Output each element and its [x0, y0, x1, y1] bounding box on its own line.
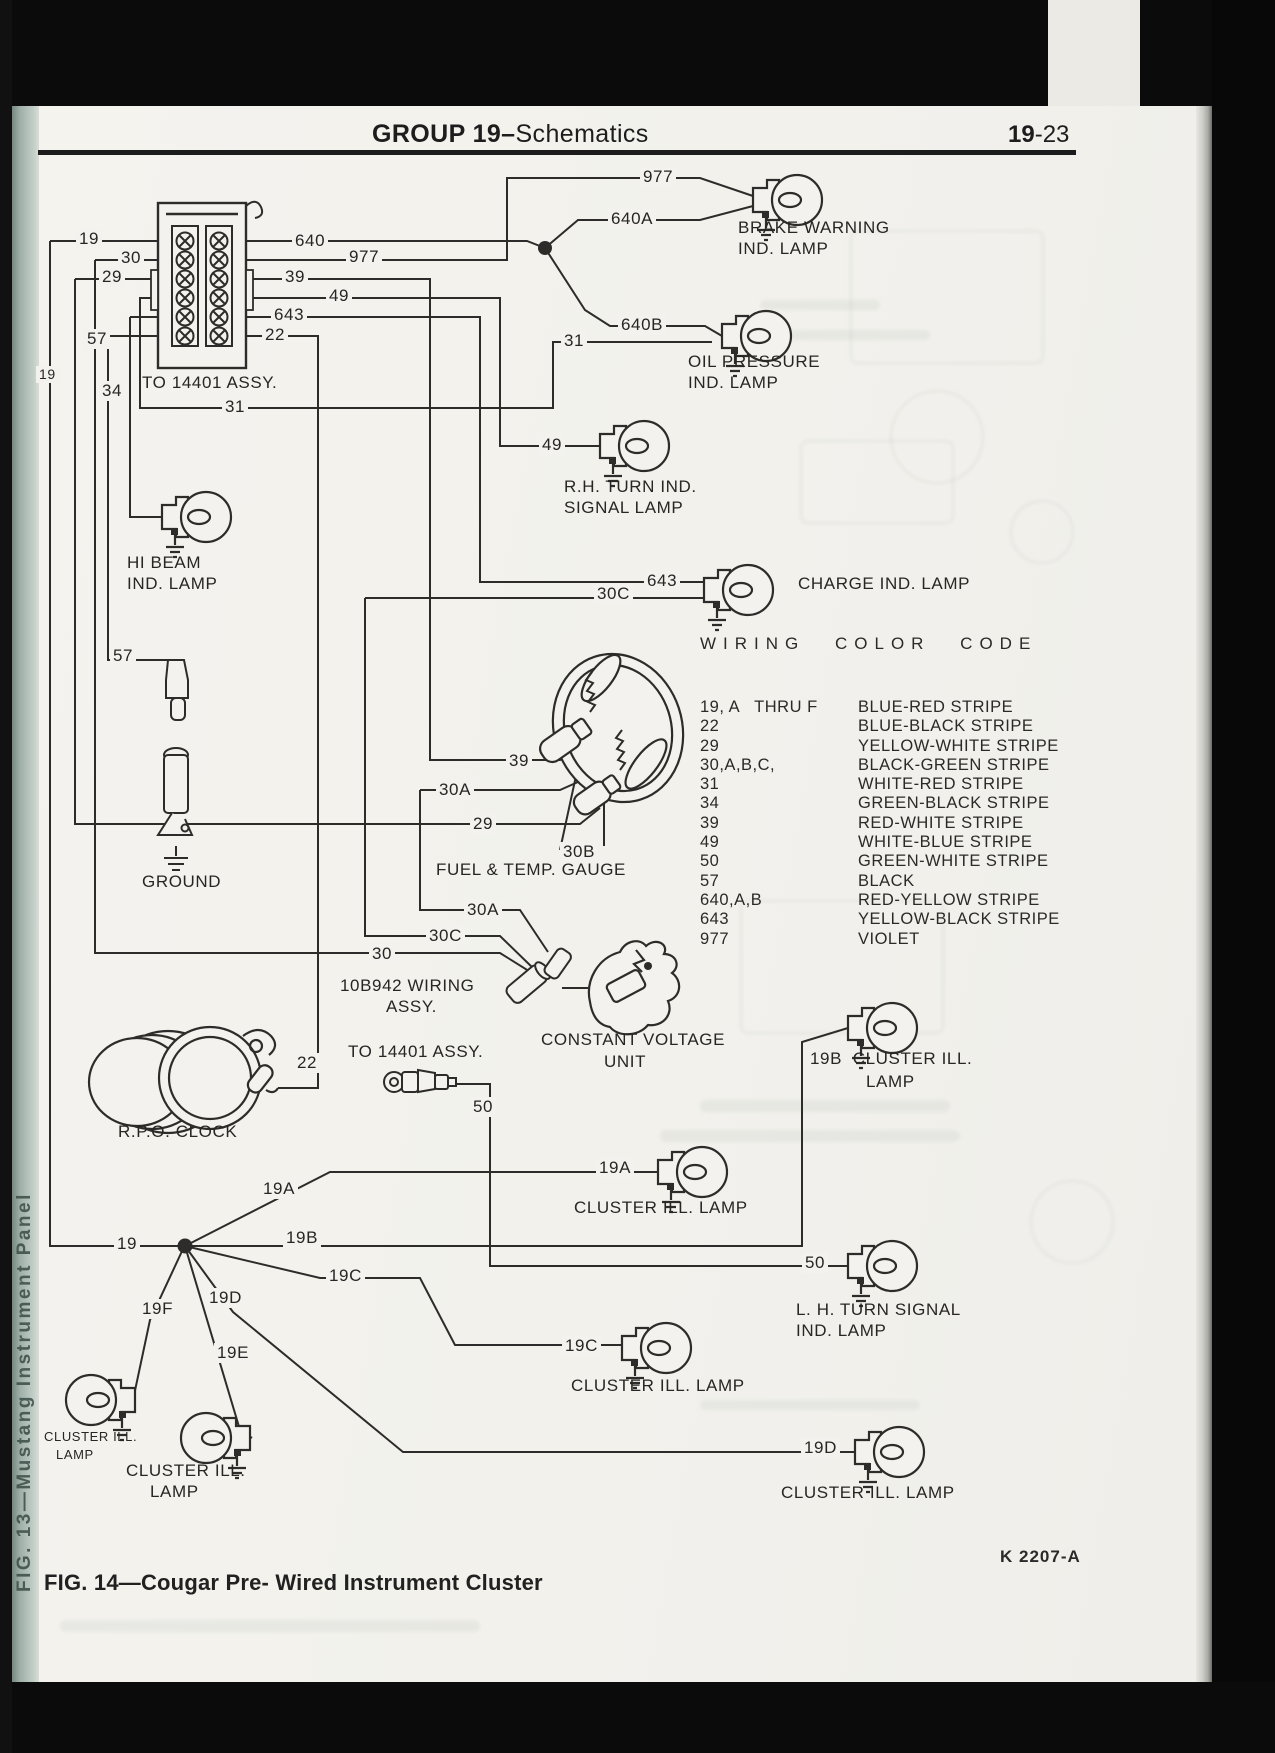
label-constant-voltage: CONSTANT VOLTAGE: [541, 1030, 726, 1049]
color-code-row: [700, 717, 1060, 736]
label-fuel-temp-gauge: FUEL & TEMP. GAUGE: [436, 860, 626, 879]
label-977: 977: [346, 247, 382, 267]
wire-19F: [133, 1249, 183, 1400]
label-19: 19: [76, 229, 102, 249]
label-19a: 19A: [596, 1158, 634, 1178]
wire-19B: [185, 1028, 848, 1246]
color-code-circuit: 643: [700, 910, 730, 929]
label-30: 30: [118, 248, 144, 268]
label-640b: 640B: [618, 315, 666, 335]
color-code-color: BLACK-GREEN STRIPE: [858, 755, 1050, 774]
junction-dot-640: [538, 241, 552, 255]
hi-beam-lamp-icon: [162, 492, 231, 557]
label-30a: 30A: [436, 780, 474, 800]
label-643: 643: [271, 305, 307, 325]
label-unit: UNIT: [604, 1052, 647, 1071]
wire-19D: [185, 1246, 855, 1452]
color-code-circuit: 49: [700, 833, 720, 852]
label-31: 31: [222, 397, 248, 417]
color-code-circuit: 29: [700, 736, 720, 755]
label-l-h-turn-signal: L. H. TURN SIGNAL: [796, 1300, 961, 1319]
color-code-color: BLACK: [858, 871, 915, 890]
label-640: 640: [292, 231, 328, 251]
wiring-color-code-title: WIRING COLOR CODE: [700, 634, 1038, 653]
label-34: 34: [99, 381, 125, 401]
label-29: 29: [99, 267, 125, 287]
label-cluster-ill-lamp: CLUSTER ILL. LAMP: [574, 1198, 748, 1217]
label-39: 39: [506, 751, 532, 771]
label-lamp: LAMP: [150, 1482, 199, 1501]
label-19d: 19D: [206, 1288, 245, 1308]
label-19e: 19E: [214, 1343, 252, 1363]
label-hi-beam: HI BEAM: [127, 553, 202, 572]
color-code-circuit: 50: [700, 852, 720, 871]
plate-code: K 2207-A: [1000, 1547, 1081, 1566]
label-19d: 19D: [801, 1438, 840, 1458]
color-code-row: [700, 814, 1060, 833]
fuel-temp-gauge: [534, 637, 702, 819]
charge-ind-lamp-icon: [704, 565, 773, 630]
wire-39: [227, 279, 585, 760]
label-57: 57: [84, 329, 110, 349]
color-code-color: GREEN-BLACK STRIPE: [858, 794, 1050, 813]
color-code-row: [700, 930, 1060, 949]
label-cluster-ill-lamp: CLUSTER ILL. LAMP: [781, 1483, 955, 1502]
label-22: 22: [262, 325, 288, 345]
color-code-color: BLUE-RED STRIPE: [858, 698, 1014, 716]
label-lamp: LAMP: [866, 1072, 915, 1091]
label-19: 19: [114, 1234, 140, 1254]
ground-connector: [158, 660, 192, 870]
color-code-color: YELLOW-BLACK STRIPE: [858, 910, 1060, 929]
color-code-row: [700, 872, 1060, 891]
label-cluster-ill: CLUSTER ILL.: [126, 1461, 246, 1480]
color-code-color: RED-YELLOW STRIPE: [858, 890, 1040, 909]
constant-voltage-unit: [589, 941, 679, 1034]
label-ind-lamp: IND. LAMP: [796, 1321, 887, 1340]
color-code-color: RED-WHITE STRIPE: [858, 813, 1024, 832]
color-code-row: [700, 833, 1060, 852]
color-code-row: [700, 775, 1060, 794]
clock-lead: [266, 1088, 278, 1092]
color-code-circuit: 977: [700, 929, 730, 948]
color-code-color: YELLOW-WHITE STRIPE: [858, 736, 1059, 755]
label-lamp: LAMP: [56, 1447, 94, 1462]
wire-22: [227, 336, 318, 1088]
header-section: Schematics: [515, 120, 649, 148]
label-19: 19: [36, 366, 59, 383]
color-code-row: [700, 891, 1060, 910]
lh-turn-signal-lamp-icon: [848, 1241, 917, 1306]
wire-19C: [185, 1246, 622, 1345]
label-charge-ind-lamp: CHARGE IND. LAMP: [798, 574, 971, 593]
label-39: 39: [282, 267, 308, 287]
label-30: 30: [369, 944, 395, 964]
wire-640: [227, 241, 545, 248]
label-22: 22: [294, 1053, 320, 1073]
wiring-color-code-table: [700, 698, 1060, 949]
wire-50: [456, 1084, 848, 1266]
color-code-color: WHITE-RED STRIPE: [858, 775, 1024, 794]
label-19c: 19C: [326, 1266, 365, 1286]
wire-19E: [185, 1246, 252, 1438]
junction-dot-19: [178, 1239, 193, 1254]
label-ind-lamp: IND. LAMP: [127, 574, 218, 593]
label-10b942-wiring: 10B942 WIRING: [340, 976, 475, 995]
color-code-circuit: 19, A THRU F: [700, 698, 818, 716]
color-code-circuit: 22: [700, 717, 720, 736]
instrument-cluster-connector: [151, 202, 262, 368]
rpo-clock: [89, 1027, 278, 1133]
label-977: 977: [640, 167, 676, 187]
label-to-14401-assy: TO 14401 ASSY.: [142, 373, 278, 392]
label-29: 29: [470, 814, 496, 834]
label-57: 57: [110, 646, 136, 666]
label-50: 50: [470, 1097, 496, 1117]
color-code-color: BLUE-BLACK STRIPE: [858, 717, 1034, 736]
figure-caption: FIG. 14—Cougar Pre- Wired Instrument Cluster: [44, 1570, 543, 1595]
wire-29-rail: [75, 279, 600, 824]
label-30c: 30C: [426, 926, 465, 946]
color-code-row: [700, 910, 1060, 929]
label-640a: 640A: [608, 209, 656, 229]
label-31: 31: [561, 331, 587, 351]
label-30a: 30A: [464, 900, 502, 920]
side-page-caption: FIG. 13—Mustang Instrument Panel: [14, 1192, 35, 1592]
label-643: 643: [644, 571, 680, 591]
color-code-circuit: 640,A,B: [700, 890, 763, 909]
color-code-row: [700, 698, 1060, 717]
color-code-row: [700, 794, 1060, 813]
page-number: 19-23: [1008, 121, 1070, 148]
color-code-circuit: 30,A,B,C,: [700, 755, 776, 774]
label-30b: 30B: [560, 842, 598, 862]
label-19a: 19A: [260, 1179, 298, 1199]
header-group: GROUP 19–: [372, 120, 516, 148]
label-19f: 19F: [139, 1299, 176, 1319]
color-code-circuit: 31: [700, 775, 720, 794]
ground-symbol: [164, 846, 188, 870]
color-code-color: WHITE-BLUE STRIPE: [858, 833, 1033, 852]
color-code-circuit: 57: [700, 871, 720, 890]
color-code-row: [700, 737, 1060, 756]
color-code-color: GREEN-WHITE STRIPE: [858, 852, 1049, 871]
label-30c: 30C: [594, 584, 633, 604]
label-signal-lamp: SIGNAL LAMP: [564, 498, 684, 517]
label-49: 49: [326, 286, 352, 306]
label-ind-lamp: IND. LAMP: [738, 239, 829, 258]
label-cluster-ill-lamp: CLUSTER ILL. LAMP: [571, 1376, 745, 1395]
label-to-14401-assy: TO 14401 ASSY.: [348, 1042, 484, 1061]
label-r-p-o-clock: R.P.O. CLOCK: [118, 1122, 238, 1141]
color-code-circuit: 39: [700, 813, 720, 832]
label-19b: 19B: [283, 1228, 321, 1248]
color-code-color: VIOLET: [858, 929, 920, 948]
label-brake-warning: BRAKE WARNING: [738, 218, 890, 237]
label-r-h-turn-ind: R.H. TURN IND.: [564, 477, 697, 496]
color-code-circuit: 34: [700, 794, 720, 813]
connector-latch: [246, 202, 262, 218]
label-49: 49: [539, 435, 565, 455]
label-ground: GROUND: [142, 872, 222, 891]
color-code-row: [700, 852, 1060, 871]
label-19c: 19C: [562, 1336, 601, 1356]
label-ind-lamp: IND. LAMP: [688, 373, 779, 392]
label-assy: ASSY.: [386, 997, 437, 1016]
label-oil-pressure: OIL PRESSURE: [688, 352, 821, 371]
wiring-assy-connectors: [504, 947, 573, 1006]
color-code-row: [700, 756, 1060, 775]
label-cluster-ill: CLUSTER ILL.: [44, 1429, 138, 1444]
label-19b-cluster-ill: 19B CLUSTER ILL.: [810, 1049, 973, 1068]
label-50: 50: [802, 1253, 828, 1273]
to-14401-plug: [384, 1070, 456, 1092]
